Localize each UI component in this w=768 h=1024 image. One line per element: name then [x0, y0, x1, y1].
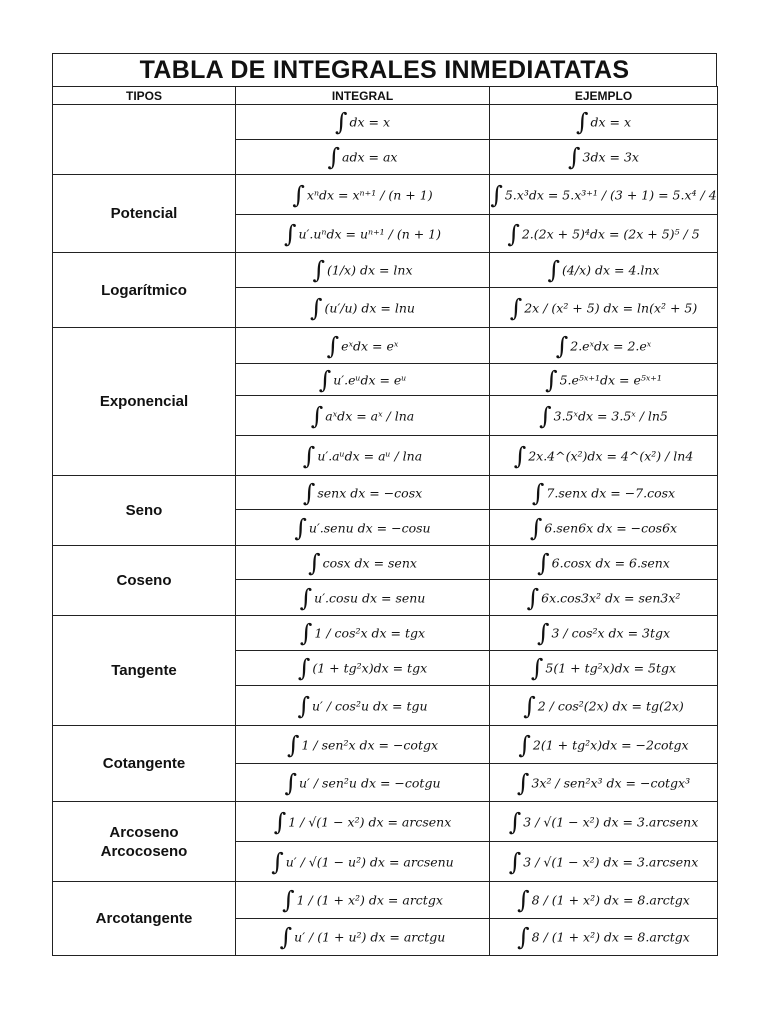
example-cell — [490, 510, 718, 546]
integral-formula: dx = x — [349, 114, 391, 130]
example-formula: 3 / √(1 − x²) dx = 3.arcsenx — [523, 814, 699, 829]
example-cell — [490, 882, 718, 919]
page-title: TABLA DE INTEGRALES INMEDIATATAS — [52, 53, 717, 86]
example-formula: 3dx = 3x — [582, 149, 639, 165]
integral-symbol: ∫ — [282, 886, 295, 914]
example-cell — [490, 546, 718, 580]
integral-formula: aˣdx = aˣ / lna — [325, 408, 415, 423]
example-cell — [490, 215, 718, 253]
integral-cell — [236, 175, 490, 215]
example-formula: 2.eˣdx = 2.eˣ — [570, 338, 652, 353]
example-formula: dx = x — [590, 114, 632, 130]
example-formula: 2 / cos²(2x) dx = tg(2x) — [537, 698, 684, 713]
type-cell — [53, 175, 236, 253]
example-cell — [490, 288, 718, 328]
example-formula: 3x² / sen²x³ dx = −cotgx³ — [531, 775, 691, 790]
example-cell — [490, 396, 718, 436]
table-row — [53, 726, 718, 764]
integral-symbol: ∫ — [547, 256, 561, 284]
integral-symbol: ∫ — [523, 691, 536, 720]
example-formula: 3 / cos²x dx = 3tgx — [551, 625, 671, 641]
table-row — [53, 105, 718, 140]
integral-symbol: ∫ — [283, 219, 297, 248]
integral-formula: u′.cosu dx = senu — [314, 590, 426, 605]
example-cell — [490, 919, 718, 956]
example-cell — [490, 175, 718, 215]
integral-symbol: ∫ — [490, 180, 503, 209]
integral-cell — [236, 802, 490, 842]
example-cell — [490, 842, 718, 882]
table-row — [53, 616, 718, 651]
integral-formula: 1 / sen²x dx = −cotgx — [301, 737, 439, 752]
integral-symbol: ∫ — [326, 331, 340, 360]
example-formula: 6.cosx dx = 6.senx — [551, 555, 670, 570]
integral-cell — [236, 726, 490, 764]
example-cell — [490, 253, 718, 288]
type-label: Arcoseno — [109, 823, 179, 841]
example-formula: 2x / (x² + 5) dx = ln(x² + 5) — [524, 300, 698, 315]
integral-symbol: ∫ — [517, 886, 530, 914]
integral-symbol: ∫ — [513, 441, 527, 470]
integral-symbol: ∫ — [516, 768, 530, 797]
table-row — [53, 802, 718, 842]
integral-table-sheet — [52, 53, 717, 956]
header-row — [53, 87, 718, 105]
example-formula: 3.5ˣdx = 3.5ˣ / ln5 — [553, 408, 668, 423]
integral-symbol: ∫ — [334, 108, 348, 136]
integral-symbol: ∫ — [294, 513, 307, 542]
header-integral: INTEGRAL — [236, 87, 490, 105]
integral-symbol: ∫ — [526, 583, 540, 612]
integral-symbol: ∫ — [539, 401, 552, 430]
type-label: Exponencial — [99, 393, 189, 410]
type-label: Arcotangente — [95, 910, 193, 927]
example-formula: 2.(2x + 5)⁴dx = (2x + 5)⁵ / 5 — [521, 226, 700, 241]
type-label: Coseno — [116, 572, 172, 589]
integral-symbol: ∫ — [299, 583, 313, 612]
type-label: Logarítmico — [101, 281, 187, 299]
integral-symbol: ∫ — [310, 293, 323, 322]
example-cell — [490, 436, 718, 476]
table-body — [53, 105, 718, 956]
integral-cell — [236, 616, 490, 651]
integral-cell — [236, 253, 490, 288]
integral-formula: cosx dx = senx — [322, 555, 417, 570]
table-row — [53, 253, 718, 288]
example-formula: 2(1 + tg²x)dx = −2cotgx — [532, 737, 689, 752]
integral-symbol: ∫ — [297, 691, 310, 720]
example-formula: 8 / (1 + x²) dx = 8.arctgx — [531, 892, 690, 908]
integral-symbol: ∫ — [530, 654, 544, 682]
integral-table — [52, 86, 718, 956]
integral-formula: u′ / (1 + u²) dx = arctgu — [294, 929, 446, 945]
table-row — [53, 882, 718, 919]
integral-cell — [236, 686, 490, 726]
integral-symbol: ∫ — [271, 847, 284, 876]
integral-cell — [236, 364, 490, 396]
integral-cell — [236, 140, 490, 175]
example-formula: 5(1 + tg²x)dx = 5tgx — [545, 660, 677, 676]
example-cell — [490, 328, 718, 364]
integral-symbol: ∫ — [292, 180, 305, 209]
integral-symbol: ∫ — [284, 768, 297, 797]
example-cell — [490, 651, 718, 686]
example-formula: 2x.4^(x²)dx = 4^(x²) / ln4 — [528, 448, 694, 463]
integral-symbol: ∫ — [508, 807, 522, 836]
integral-symbol: ∫ — [310, 401, 324, 430]
example-cell — [490, 764, 718, 802]
integral-formula: eˣdx = eˣ — [341, 338, 399, 353]
table-row — [53, 328, 718, 364]
integral-cell — [236, 288, 490, 328]
integral-formula: xⁿdx = xⁿ⁺¹ / (n + 1) — [306, 187, 433, 202]
example-formula: 6x.cos3x² dx = sen3x² — [541, 590, 681, 605]
integral-cell — [236, 842, 490, 882]
type-label: Seno — [125, 502, 163, 519]
table-row — [53, 476, 718, 510]
integral-cell — [236, 105, 490, 140]
integral-symbol: ∫ — [327, 143, 341, 171]
integral-symbol: ∫ — [545, 365, 558, 394]
integral-symbol: ∫ — [518, 730, 531, 759]
example-cell — [490, 580, 718, 616]
header-types: TIPOS — [53, 87, 236, 105]
integral-symbol: ∫ — [509, 293, 523, 322]
type-cell — [53, 476, 236, 546]
integral-symbol: ∫ — [308, 548, 321, 577]
integral-symbol: ∫ — [507, 219, 520, 248]
integral-cell — [236, 919, 490, 956]
integral-formula: u′.senu dx = −cosu — [308, 520, 431, 535]
integral-symbol: ∫ — [302, 441, 316, 470]
example-cell — [490, 616, 718, 651]
example-cell — [490, 802, 718, 842]
integral-formula: adx = ax — [342, 149, 398, 165]
integral-symbol: ∫ — [529, 513, 543, 542]
integral-formula: (u′/u) dx = lnu — [324, 300, 415, 315]
integral-symbol: ∫ — [568, 143, 581, 171]
example-formula: 5.e⁵ˣ⁺¹dx = e⁵ˣ⁺¹ — [559, 372, 662, 387]
integral-cell — [236, 328, 490, 364]
type-cell — [53, 882, 236, 956]
integral-symbol: ∫ — [299, 619, 313, 647]
integral-symbol: ∫ — [517, 923, 530, 951]
integral-formula: 1 / (1 + x²) dx = arctgx — [296, 892, 443, 908]
type-label: Tangente — [111, 662, 177, 679]
integral-symbol: ∫ — [555, 331, 569, 360]
example-cell — [490, 364, 718, 396]
example-formula: 3 / √(1 − x²) dx = 3.arcsenx — [523, 854, 699, 869]
type-cell — [53, 726, 236, 802]
integral-symbol: ∫ — [312, 256, 325, 284]
integral-cell — [236, 546, 490, 580]
example-cell — [490, 105, 718, 140]
type-cell — [53, 546, 236, 616]
integral-cell — [236, 476, 490, 510]
example-cell — [490, 686, 718, 726]
type-cell — [53, 105, 236, 175]
table-row — [53, 546, 718, 580]
example-cell — [490, 476, 718, 510]
integral-cell — [236, 215, 490, 253]
integral-formula: u′ / √(1 − u²) dx = arcsenu — [285, 854, 454, 869]
integral-cell — [236, 396, 490, 436]
integral-symbol: ∫ — [318, 365, 332, 394]
integral-cell — [236, 764, 490, 802]
integral-formula: (1/x) dx = lnx — [327, 262, 413, 278]
integral-symbol: ∫ — [531, 478, 545, 507]
example-formula: 7.senx dx = −7.cosx — [546, 485, 676, 500]
integral-cell — [236, 436, 490, 476]
type-cell — [53, 328, 236, 476]
integral-formula: u′ / cos²u dx = tgu — [311, 698, 428, 713]
table-row — [53, 175, 718, 215]
integral-formula: u′.eᵘdx = eᵘ — [333, 372, 407, 387]
integral-cell — [236, 651, 490, 686]
integral-symbol: ∫ — [536, 619, 550, 647]
example-formula: 5.x³dx = 5.x³⁺¹ / (3 + 1) = 5.x⁴ / 4 — [504, 187, 717, 202]
type-cell — [53, 616, 236, 726]
example-cell — [490, 140, 718, 175]
integral-cell — [236, 580, 490, 616]
integral-formula: 1 / √(1 − x²) dx = arcsenx — [288, 814, 452, 829]
integral-symbol: ∫ — [279, 923, 293, 951]
integral-formula: u′ / sen²u dx = −cotgu — [299, 775, 441, 790]
type-label: Potencial — [110, 205, 178, 222]
integral-symbol: ∫ — [302, 478, 316, 507]
integral-formula: u′.aᵘdx = aᵘ / lna — [317, 448, 423, 463]
example-formula: (4/x) dx = 4.lnx — [562, 262, 660, 278]
integral-symbol: ∫ — [575, 108, 589, 136]
type-label: Arcocoseno — [100, 842, 188, 860]
example-formula: 6.sen6x dx = −cos6x — [544, 520, 678, 535]
integral-symbol: ∫ — [537, 548, 550, 577]
integral-formula: u′.uⁿdx = uⁿ⁺¹ / (n + 1) — [298, 226, 442, 241]
example-cell — [490, 726, 718, 764]
example-formula: 8 / (1 + x²) dx = 8.arctgx — [531, 929, 690, 945]
integral-cell — [236, 510, 490, 546]
integral-cell — [236, 882, 490, 919]
header-example: EJEMPLO — [490, 87, 718, 105]
integral-formula: senx dx = −cosx — [317, 485, 423, 500]
integral-formula: 1 / cos²x dx = tgx — [314, 625, 426, 641]
integral-symbol: ∫ — [273, 807, 287, 836]
integral-symbol: ∫ — [508, 847, 522, 876]
type-label: Cotangente — [102, 755, 186, 772]
type-cell — [53, 253, 236, 328]
integral-formula: (1 + tg²x)dx = tgx — [312, 660, 428, 676]
integral-symbol: ∫ — [286, 730, 300, 759]
integral-symbol: ∫ — [297, 654, 311, 682]
type-cell — [53, 802, 236, 882]
